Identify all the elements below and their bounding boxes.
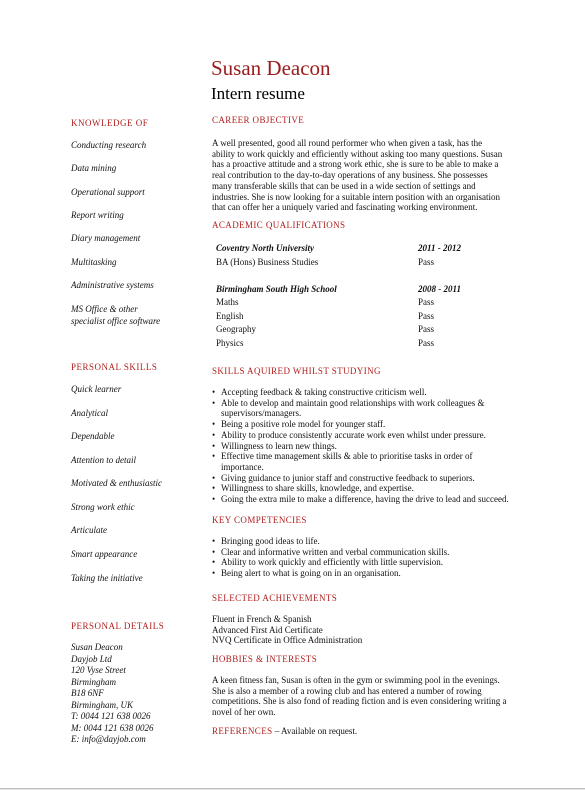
references-text: – Available on request. — [272, 726, 358, 736]
detail-line: 120 Vyse Street — [71, 665, 126, 675]
qualification-row — [216, 311, 516, 322]
subject: BA (Hons) Business Studies — [216, 257, 319, 267]
qualification-row — [216, 257, 516, 268]
career-objective-text — [212, 138, 522, 213]
result: Pass — [418, 311, 435, 321]
achievements-heading: SELECTED ACHIEVEMENTS — [212, 593, 338, 603]
bullet-icon: • — [212, 451, 216, 462]
skills-acquired-list — [212, 387, 532, 505]
bullet-icon: • — [212, 419, 216, 430]
email-line: E: info@dayjob.com — [71, 734, 146, 744]
text-line: real contribution to the day-to-day operations of any business. She possesses — [212, 170, 488, 181]
bullet-icon: • — [212, 440, 216, 451]
text-line: has a proactive attitude and a strong work ethic, she is sure to be able to make a — [212, 159, 499, 170]
subject: Maths — [216, 297, 239, 307]
knowledge-item: Operational support — [71, 187, 145, 197]
qualification-row — [216, 324, 516, 335]
bullet-item: • Accepting feedback & taking constructive criticism well. — [212, 387, 427, 397]
detail-line: Dayjob Ltd — [71, 653, 112, 664]
personal-skill-item: Smart appearance — [71, 549, 138, 559]
bullet-icon: • — [212, 472, 216, 483]
detail-line: B18 6NF — [71, 688, 104, 698]
knowledge-item: MS Office & other — [71, 304, 138, 314]
knowledge-item: Multitasking — [71, 257, 117, 267]
qualification-row — [216, 338, 516, 349]
detail-line: Birmingham, UK — [71, 699, 134, 710]
result: Pass — [418, 257, 435, 267]
detail-line: M: 0044 121 638 0026 — [71, 722, 154, 733]
personal-skill-item: Taking the initiative — [71, 573, 143, 583]
bullet-item: • Effective time management skills & able to prioritise tasks in order of importance. — [212, 451, 473, 472]
knowledge-item: Administrative systems — [71, 280, 154, 290]
personal-skill-item: Analytical — [71, 408, 108, 418]
achievements-text — [212, 614, 522, 646]
achievement-line: NVQ Certificate in Office Administration — [212, 635, 363, 646]
bullet-item: • Willingness to share skills, knowledge, and expertise. — [212, 483, 414, 494]
personal-details-heading: PERSONAL DETAILS — [71, 621, 165, 631]
key-competencies-heading: KEY COMPETENCIES — [212, 515, 307, 525]
text-line: A well presented, good all round performer who when given a task, has the — [212, 138, 483, 148]
bullet-icon: • — [212, 536, 216, 546]
bullet-item: • Able to develop and maintain good relationships with work colleagues & supervisors/managers. — [212, 397, 485, 419]
bullet-icon: • — [212, 557, 216, 568]
institution: Birmingham South High School — [216, 284, 337, 294]
hobbies-heading: HOBBIES & INTERESTS — [212, 654, 318, 664]
knowledge-item: Report writing — [71, 210, 124, 220]
personal-skill-item: Quick learner — [71, 384, 122, 394]
text-line: that can offer her a uniquely varied and fascinating working environment. — [212, 202, 478, 213]
personal-skills-heading: PERSONAL SKILLS — [71, 362, 158, 372]
knowledge-heading: KNOWLEDGE OF — [71, 118, 149, 128]
bullet-icon: • — [212, 429, 216, 440]
hobbies-text — [212, 675, 522, 718]
bullet-item: • Being a positive role model for younger staff. — [212, 419, 386, 430]
text-line: novel of her own. — [212, 707, 276, 718]
bullet-item: • Ability to produce consistently accurate work even whilst under pressure. — [212, 429, 486, 440]
career-objective-heading: CAREER OBJECTIVE — [212, 115, 305, 125]
personal-skill-item: Strong work ethic — [71, 502, 135, 512]
bullet-icon: • — [212, 546, 216, 557]
bullet-icon: • — [212, 494, 216, 505]
text-line: many transferable skills that can be used in a wide section of settings and — [212, 180, 476, 191]
text-line: ability to work quickly and efficiently without asking too many questions. Susan — [212, 148, 503, 159]
achievement-line: Fluent in French & Spanish — [212, 614, 312, 624]
candidate-name: Susan Deacon — [211, 56, 331, 80]
bullet-item: • Going the extra mile to make a difference, having the drive to lead and succeed. — [212, 494, 509, 505]
subject: English — [216, 311, 244, 321]
qualification-row — [216, 284, 516, 295]
bullet-item: • Giving guidance to junior staff and constructive feedback to superiors. — [212, 472, 475, 483]
text-line: competitions. She is also fond of reading fiction and is even considering writing a — [212, 696, 507, 707]
subject: Geography — [216, 324, 256, 334]
bullet-item: • Being alert to what is going on in an organisation. — [212, 568, 401, 579]
bullet-icon: • — [212, 483, 216, 494]
knowledge-item: Diary management — [71, 233, 141, 243]
references-line — [212, 726, 357, 736]
personal-skill-item: Dependable — [71, 431, 115, 441]
result: Pass — [418, 297, 435, 307]
references-heading: REFERENCES — [212, 726, 273, 736]
text-line: She is also a member of a rowing club and has entered a number of rowing — [212, 685, 482, 696]
result: Pass — [418, 338, 435, 348]
qualification-row — [216, 297, 516, 308]
knowledge-item: Data mining — [71, 163, 117, 173]
personal-skill-item: Motivated & enthusiastic — [71, 478, 162, 488]
detail-line: Birmingham — [71, 676, 116, 687]
text-line: A keen fitness fan, Susan is often in the gym or swimming pool in the evenings. — [212, 675, 500, 685]
institution: Coventry North University — [216, 243, 314, 253]
knowledge-item: Conducting research — [71, 140, 147, 150]
detail-line: T: 0044 121 638 0026 — [71, 711, 151, 721]
bullet-icon: • — [212, 568, 216, 579]
detail-line: Susan Deacon — [71, 642, 123, 652]
bullet-item: • Bringing good ideas to life. — [212, 536, 320, 546]
skills-acquired-heading: SKILLS AQUIRED WHILST STUDYING — [212, 366, 381, 376]
personal-skill-item: Attention to detail — [71, 455, 136, 465]
bullet-item: • Willingness to learn new things. — [212, 440, 337, 451]
result: Pass — [418, 324, 435, 334]
years: 2008 - 2011 — [418, 284, 462, 294]
resume-title: Intern resume — [211, 84, 305, 103]
academic-heading: ACADEMIC QUALIFICATIONS — [212, 220, 346, 230]
bullet-icon: • — [212, 397, 216, 408]
qualification-row — [216, 243, 516, 254]
knowledge-item: specialist office software — [71, 316, 161, 326]
text-line: industries. She is now looking for a suitable intern position with an organisation — [212, 191, 501, 202]
personal-skill-item: Articulate — [71, 525, 107, 535]
bullet-icon: • — [212, 387, 216, 397]
subject: Physics — [216, 338, 244, 348]
years: 2011 - 2012 — [418, 243, 462, 253]
achievement-line: Advanced First Aid Certificate — [212, 624, 323, 635]
bullet-item: • Clear and informative written and verbal communication skills. — [212, 546, 450, 557]
bullet-item: • Ability to work quickly and efficiently with little supervision. — [212, 557, 444, 568]
key-competencies-list — [212, 536, 532, 579]
